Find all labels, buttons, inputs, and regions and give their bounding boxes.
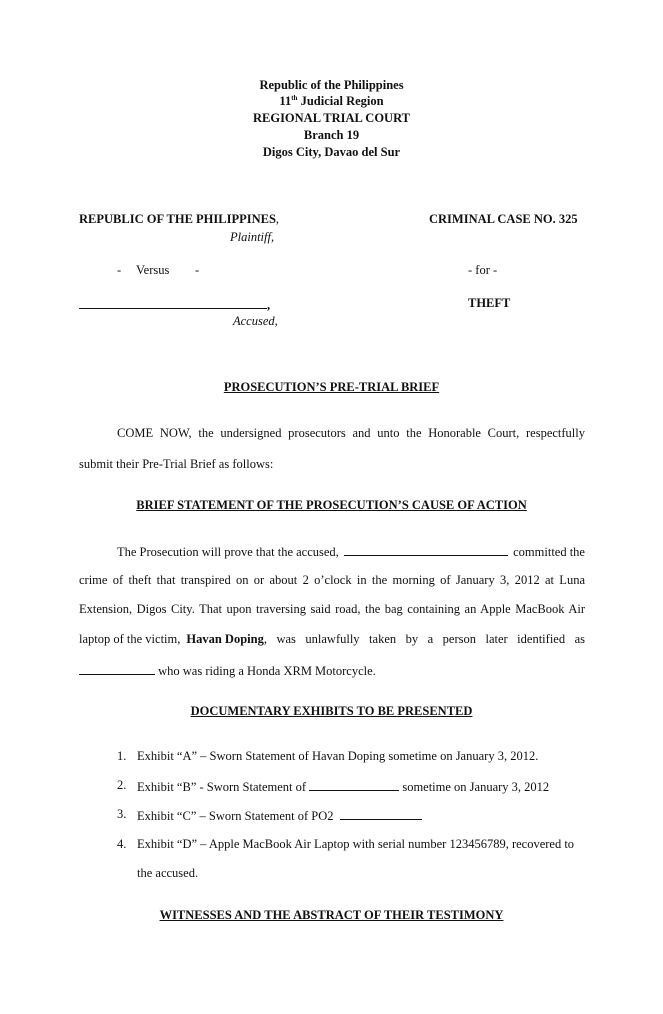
intro-line-1: COME NOW, the undersigned prosecutors and unto the Honorable Court, respectfully (117, 426, 585, 440)
exhibit-2-line (137, 778, 549, 795)
offense-label: THEFT (468, 296, 511, 310)
accused-name-line (79, 296, 270, 313)
victim-name: Havan Doping (186, 632, 264, 646)
plaintiff-comma: , (275, 212, 280, 226)
plaintiff-name-text: REPUBLIC OF THE PHILIPPINES (79, 212, 276, 226)
cause-line-4-rest (186, 632, 585, 647)
cause-line-1 (117, 543, 585, 560)
header-region-number: 11 (279, 94, 292, 108)
cause-line-2: crime of theft that transpired on or about 2 o’clock in the morning of January 3, 2012 at Luna (79, 573, 585, 587)
plaintiff-label: Plaintiff, (230, 230, 275, 244)
section-cause-of-action-heading: BRIEF STATEMENT OF THE PROSECUTION’S CAUSE OF ACTION (136, 498, 527, 512)
cause-line-5 (79, 662, 376, 679)
accused-blank-1 (344, 543, 508, 556)
versus-dash-left: - (117, 263, 122, 277)
exhibit-3-line (137, 807, 422, 824)
exhibit-4-number: 4. (117, 837, 127, 851)
header-location: Digos City, Davao del Sur (262, 145, 401, 159)
exhibit-1-text: Exhibit “A” – Sworn Statement of Havan Doping sometime on January 3, 2012. (137, 749, 539, 763)
exhibit-3-number: 3. (117, 807, 127, 821)
section-witnesses-heading: WITNESSES AND THE ABSTRACT OF THEIR TESTIMONY (159, 908, 504, 922)
accused-comma: , (267, 298, 271, 312)
exhibit-2-text-a: Exhibit “B” - Sworn Statement of (137, 780, 307, 794)
header-branch: Branch 19 (303, 128, 360, 142)
exhibit-3-blank (340, 807, 422, 820)
exhibit-4-text: Exhibit “D” – Apple MacBook Air Laptop with serial number 123456789, recovered to (137, 837, 575, 851)
header-judicial-region (0, 94, 663, 109)
plaintiff-name (79, 212, 279, 227)
exhibit-3-text: Exhibit “C” – Sworn Statement of PO2 (137, 809, 334, 823)
cause-line-4 (79, 632, 585, 647)
cause-line-4-b: , was unlawfully taken by a person later identified as (263, 632, 585, 646)
header-court: REGIONAL TRIAL COURT (252, 111, 410, 125)
document-title: PROSECUTION’S PRE-TRIAL BRIEF (223, 380, 440, 394)
case-number: CRIMINAL CASE NO. 325 (429, 212, 578, 226)
accused-label: Accused, (233, 314, 278, 328)
exhibit-2-text-b: sometime on January 3, 2012 (402, 780, 550, 794)
accused-blank-2 (79, 662, 155, 675)
versus-label: Versus (136, 263, 170, 277)
header-region-text: Judicial Region (297, 94, 384, 108)
exhibit-2-number: 2. (117, 778, 127, 792)
cause-line-3: Extension, Digos City. That upon traversing said road, the bag containing an Apple MacBook Air (79, 602, 585, 616)
exhibit-2-blank (309, 778, 399, 791)
section-exhibits-heading: DOCUMENTARY EXHIBITS TO BE PRESENTED (190, 704, 473, 718)
accused-name-blank (79, 296, 267, 309)
cause-line-1-a: The Prosecution will prove that the accused, (117, 545, 339, 559)
for-label: - for - (468, 263, 498, 277)
versus-dash-right: - (195, 263, 200, 277)
cause-line-4-a: laptop of the victim, (79, 632, 181, 646)
header-republic: Republic of the Philippines (259, 78, 404, 92)
cause-line-1-b: committed the (513, 545, 585, 559)
exhibit-4-text-continued: the accused. (137, 866, 199, 880)
exhibit-1-number: 1. (117, 749, 127, 763)
header-region-suffix: th (291, 93, 298, 102)
cause-line-5-text: who was riding a Honda XRM Motorcycle. (158, 664, 376, 678)
intro-line-2: submit their Pre-Trial Brief as follows: (79, 457, 274, 471)
